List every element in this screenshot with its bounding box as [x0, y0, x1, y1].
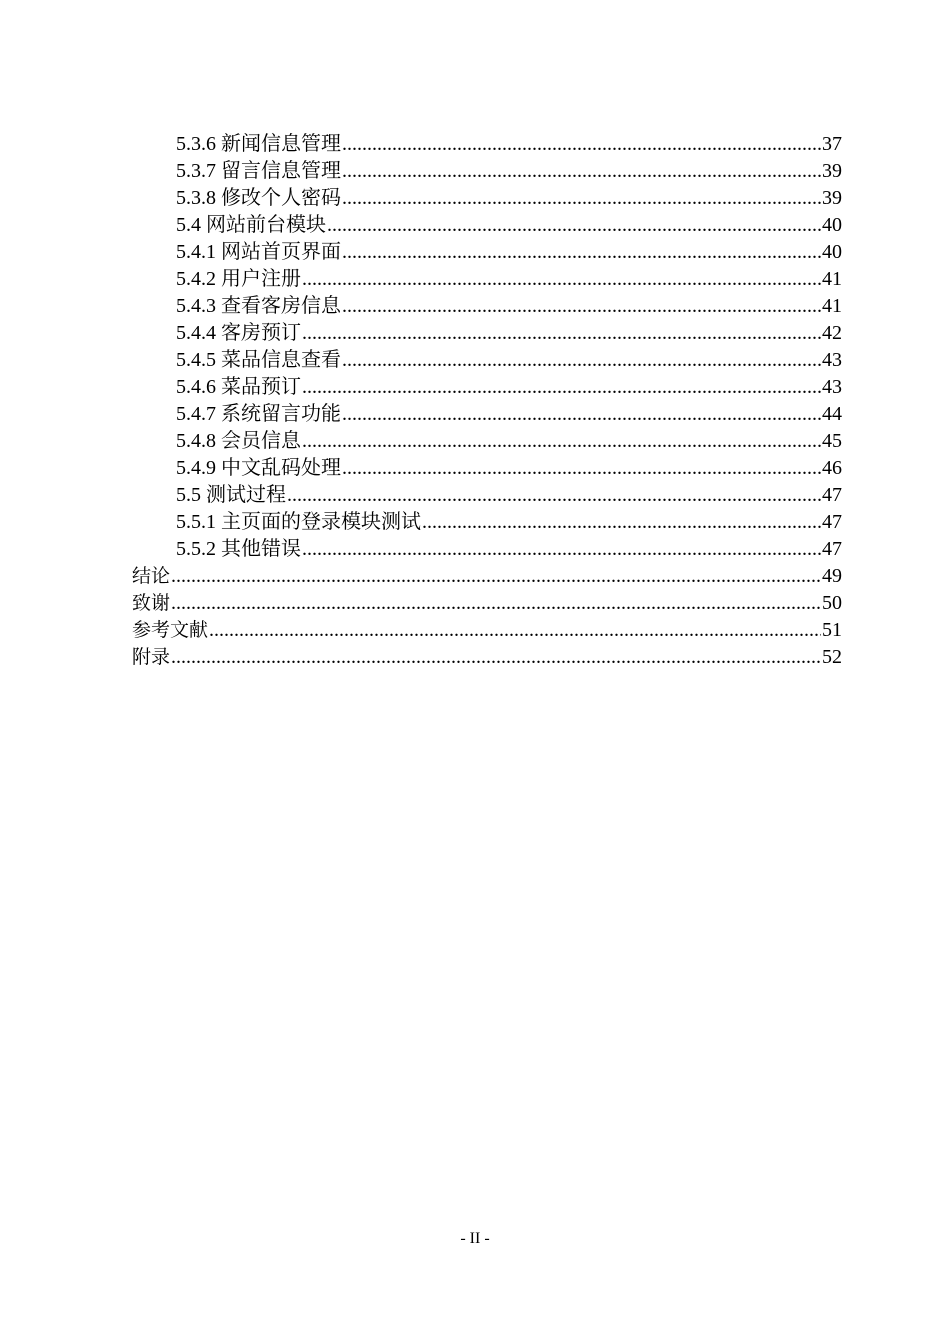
toc-dot-leader [342, 293, 821, 320]
toc-entry-page: 47 [822, 484, 842, 506]
toc-entry-page: 41 [822, 268, 842, 290]
toc-entry[interactable] [0, 158, 950, 185]
toc-dot-leader [327, 212, 821, 239]
page-footer-number: - II - [460, 1230, 490, 1247]
toc-dot-leader [171, 563, 821, 590]
toc-entry-page: 47 [822, 511, 842, 533]
toc-entry-title: 5.4.1 网站首页界面 [176, 241, 341, 263]
toc-entry-title: 参考文献 [132, 619, 209, 641]
toc-entry-title: 结论 [132, 565, 171, 587]
toc-entry[interactable] [0, 239, 950, 266]
toc-entry[interactable] [0, 401, 950, 428]
toc-entry-title: 5.5.1 主页面的登录模块测试 [176, 511, 421, 533]
toc-entry-chapter[interactable] [0, 644, 950, 671]
toc-entry-page: 39 [822, 160, 842, 182]
toc-entry-title: 5.3.8 修改个人密码 [176, 187, 341, 209]
toc-entry[interactable] [0, 131, 950, 158]
toc-entry-title: 5.4.9 中文乱码处理 [176, 457, 341, 479]
toc-entry-page: 50 [822, 592, 842, 614]
toc-entry-page: 40 [822, 241, 842, 263]
toc-entry-page: 43 [822, 376, 842, 398]
toc-dot-leader [342, 455, 821, 482]
toc-entry-page: 45 [822, 430, 842, 452]
toc-entry-title: 5.4.3 查看客房信息 [176, 295, 341, 317]
toc-entry-page: 40 [822, 214, 842, 236]
toc-dot-leader [302, 320, 821, 347]
toc-dot-leader [342, 131, 821, 158]
toc-dot-leader [342, 158, 821, 185]
toc-entry-page: 51 [822, 619, 842, 641]
toc-entry-page: 43 [822, 349, 842, 371]
toc-entry-title: 附录 [132, 646, 171, 668]
toc-entry[interactable] [0, 266, 950, 293]
toc-entry[interactable] [0, 482, 950, 509]
toc-dot-leader [302, 266, 821, 293]
toc-entry-chapter[interactable] [0, 590, 950, 617]
toc-entry-chapter[interactable] [0, 563, 950, 590]
toc-entry-title: 5.4.5 菜品信息查看 [176, 349, 341, 371]
toc-entry[interactable] [0, 536, 950, 563]
toc-entry-title: 5.4.7 系统留言功能 [176, 403, 341, 425]
toc-dot-leader [342, 239, 821, 266]
toc-entry-page: 41 [822, 295, 842, 317]
toc-entry-title: 5.4 网站前台模块 [176, 214, 326, 236]
toc-dot-leader [422, 509, 821, 536]
toc-entry-page: 42 [822, 322, 842, 344]
toc-entry[interactable] [0, 293, 950, 320]
toc-dot-leader [302, 536, 821, 563]
toc-entry[interactable] [0, 185, 950, 212]
toc-entry-title: 5.3.6 新闻信息管理 [176, 133, 341, 155]
toc-dot-leader [302, 374, 821, 401]
toc-dot-leader [302, 428, 821, 455]
toc-entry[interactable] [0, 374, 950, 401]
toc-entry-title: 5.4.4 客房预订 [176, 322, 301, 344]
toc-entry-page: 52 [822, 646, 842, 668]
toc-dot-leader [342, 401, 821, 428]
toc-entry-title: 5.5.2 其他错误 [176, 538, 301, 560]
toc-entry-title: 5.4.6 菜品预订 [176, 376, 301, 398]
toc-entry[interactable] [0, 455, 950, 482]
toc-entry-title: 5.5 测试过程 [176, 484, 286, 506]
toc-entry-title: 5.3.7 留言信息管理 [176, 160, 341, 182]
toc-entry[interactable] [0, 347, 950, 374]
toc-dot-leader [342, 347, 821, 374]
toc-entry[interactable] [0, 509, 950, 536]
toc-entry-page: 47 [822, 538, 842, 560]
toc-entry-page: 46 [822, 457, 842, 479]
toc-entry[interactable] [0, 428, 950, 455]
toc-entry-title: 5.4.2 用户注册 [176, 268, 301, 290]
toc-dot-leader [171, 590, 821, 617]
toc-entry-page: 37 [822, 133, 842, 155]
toc-entry[interactable] [0, 320, 950, 347]
toc-entry-page: 44 [822, 403, 842, 425]
toc-dot-leader [342, 185, 821, 212]
toc-entry[interactable] [0, 212, 950, 239]
toc-entry-title: 5.4.8 会员信息 [176, 430, 301, 452]
toc-entry-page: 39 [822, 187, 842, 209]
toc-dot-leader [171, 644, 821, 671]
toc-entry-page: 49 [822, 565, 842, 587]
toc-entry-chapter[interactable] [0, 617, 950, 644]
toc-dot-leader [209, 617, 821, 644]
table-of-contents [0, 131, 950, 671]
toc-entry-title: 致谢 [132, 592, 171, 614]
toc-dot-leader [287, 482, 821, 509]
